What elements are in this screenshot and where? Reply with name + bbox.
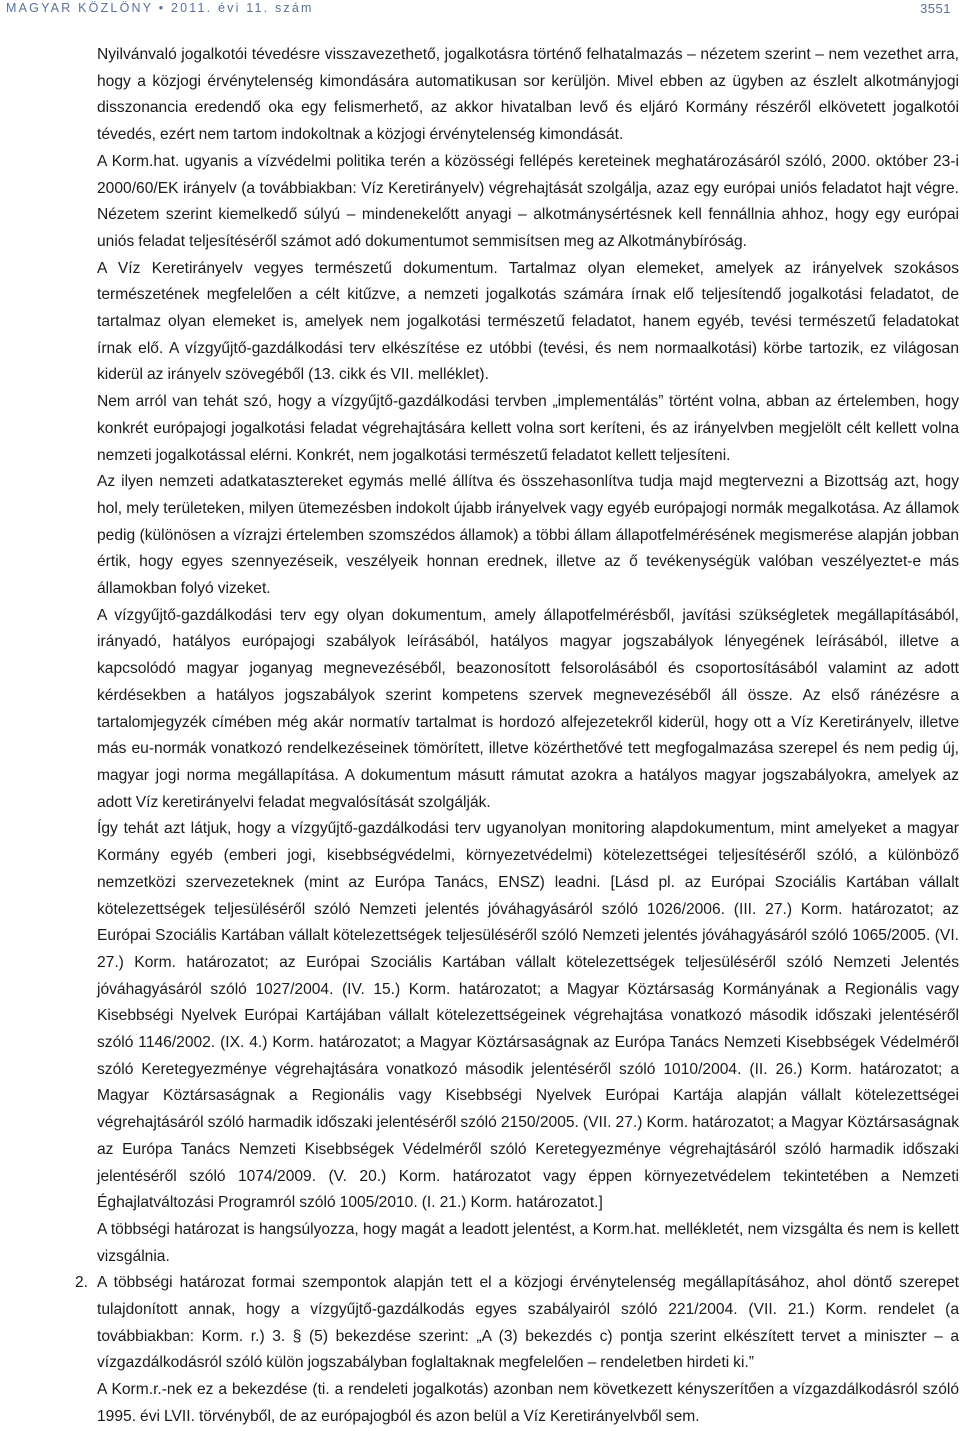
page-number: 3551 [920, 1, 951, 16]
journal-title: MAGYAR KÖZLÖNY • 2011. évi 11. szám [6, 1, 314, 15]
paragraph: Az ilyen nemzeti adatkatasztereket egymás mellé állítva és összehasonlítva tudja majd megtervezni a Bizottság azt, hogy hol, mely területeken, milyen ütemezésben indokolt újabb irányelvek vagy egyéb európajogi normák megalkotása. Az államok pedig (különösen a vízrajzi értelemben szomszédos államok) a többi állam állapotfelmérésének megismerése alapján jobban értik, hogy egyes szennyezéseik, veszélyeik honnan erednek, illetve az ő tevékenységük valóban veszélyeztet-e más államokban folyó vizeket. [97, 473, 959, 598]
paragraph: A Víz Keretirányelv vegyes természetű dokumentum. Tartalmaz olyan elemeket, amelyek az irányelvek szokásos természetének megfelelően a célt kitűzve, a nemzeti jogalkotás számára írnak elő teljesítendő jogalkotási feladatot, de tartalmaz olyan elemeket is, amelyek nem jogalkotási természetű feladatot, hanem egyéb, tevési természetű feladatokat írnak elő. A vízgyűjtő-gazdálkodási terv elkészítése ez utóbbi (tevési, és nem normaalkotási) körbe tartozik, ez világosan kiderül az irányelv szövegéből (13. cikk és VII. melléklet). [97, 259, 959, 384]
numbered-item-text: A többségi határozat formai szempontok alapján tett el a közjogi érvénytelenség megállapításához, ahol döntő szerepet tulajdonított annak, hogy a vízgyűjtő-gazdálkodás egyes szabályairól szóló 221/2004. (VII. 21.) Korm. rendelet (a továbbiakban: Korm. r.) 3. § (5) bekezdése szerint: „A (3) bekezdés c) pontja szerint elkészített tervet a miniszter – a vízgazdálkodásról szóló külön jogszabályban foglaltaknak megfelelően – rendeletben hirdeti ki.” [97, 1274, 959, 1372]
paragraph: A Korm.hat. ugyanis a vízvédelmi politika terén a közösségi fellépés kereteinek meghatározásáról szóló, 2000. október 23-i 2000/60/EK irányelv (a továbbiakban: Víz Keretirányelv) végrehajtását szolgálja, azaz egy európai uniós feladatot hajt végre. Nézetem szerint kiemelkedő súlyú – mindenekelőtt anyagi – alkotmánysértésnek kell fennállnia ahhoz, hogy egy európai uniós feladat teljesítéséről számot adó dokumentumot semmisítsen meg az Alkotmánybíróság. [97, 152, 959, 250]
paragraph: Így tehát azt látjuk, hogy a vízgyűjtő-gazdálkodási terv ugyanolyan monitoring alapdokumentum, mint amelyeket a magyar Kormány egyéb (emberi jogi, kisebbségvédelmi, környezetvédelmi) kötelezettségei teljesítéséről szóló, a különböző nemzetközi szervezeteknek (mint az Európa Tanács, ENSZ) leadni. [Lásd pl. az Európai Szociális Kartában vállalt kötelezettségek teljesüléséről szóló Nemzeti jelentés jóváhagyásáról szóló 1026/2006. (III. 27.) Korm. határozatot; az Európai Szociális Kartában vállalt kötelezettségek teljesüléséről szóló Nemzeti jelentés jóváhagyásáról szóló 1065/2005. (VI. 27.) Korm. határozatot; az Európai Szociális Kartában vállalt kötelezettségek teljesüléséről szóló Nemzeti Jelentés jóváhagyásáról szóló 1027/2004. (IV. 15.) Korm. határozatot; a Magyar Köztársaság Kormányának a Regionális vagy Kisebbségi Nyelvek Európai Kartájában vállalt kötelezettségeinek végrehajtása vonatkozó második időszaki jelentéséről szóló 1146/2002. (IX. 4.) Korm. határozatot; a Magyar Köztársaságnak az Európa Tanács Nemzeti Kisebbségek Védelméről szóló Keretegyezménye végrehajtására vonatkozó második jelentéséről szóló 1010/2004. (II. 26.) Korm. határozatot; a Magyar Köztársaságnak a Regionális vagy Kisebbségi Nyelvek Európai Kartája alapján vállalt kötelezettségei végrehajtásáról szóló harmadik időszaki jelentéséről szóló 2150/2005. (VII. 27.) Korm. határozatot; a Magyar Köztársaságnak az Európa Tanács Nemzeti Kisebbségek Védelméről szóló Keretegyezménye végrehajtásáról szóló harmadik időszaki jelentéséről szóló 1074/2009. (V. 20.) Korm. határozatot vagy éppen környezetvédelem tekintetében a Nemzeti Éghajlatváltozási Programról szóló 1005/2010. (I. 21.) Korm. határozatot.] [97, 820, 960, 1212]
paragraph: Nyilvánvaló jogalkotói tévedésre visszavezethető, jogalkotásra történő felhatalmazás – nézetem szerint – nem vezethet arra, hogy a közjogi érvénytelenség kimondására automatikusan sor kerüljön. Mivel ebben az ügyben az észlelt alkotmányjogi disszonancia eredendő oka egy felismerhető, az akkor hivatalban levő és eljáró Kormány részéről elkövetett jogalkotói tévedés, ezért nem tartom indokoltnak a közjogi érvénytelenség kimondását. [97, 46, 959, 144]
paragraph: A vízgyűjtő-gazdálkodási terv egy olyan dokumentum, amely állapotfelmérésből, javítási szükségletek megállapításából, irányadó, hatályos európajogi szabályok leírásából, hatályos magyar jogszabályok lényegének leírásából, illetve a kapcsolódó magyar joganyag megnevezéséből, beazonosított felsorolásából és csoportosításából valamint az adott kérdésekben a hatályos jogszabályok szerint kompetens szervek megnevezéséből áll össze. Az első ránézésre a tartalomjegyzék címében még akár normatív tartalmat is hordozó alfejezetekről kiderül, hogy ott a Víz Keretirányelv, illetve más eu-normák vonatkozó rendelkezéseinek tömörített, illetve közérthetővé tett megfogalmazása szerepel és nem pedig új, magyar jogi norma megállapítása. A dokumentum másutt rámutat azokra a hatályos magyar jogszabályokra, amelyek az adott Víz keretirányelvi feladat megvalósítását szolgálják. [97, 606, 959, 811]
paragraph: Nem arról van tehát szó, hogy a vízgyűjtő-gazdálkodási tervben „implementálás” történt volna, abban az értelemben, hogy konkrét európajogi jogalkotási feladat végrehajtására kellett volna sort keríteni, és az irányelvben megjelölt célt kellett volna nemzeti jogalkotással elérni. Konkrét, nem jogalkotási természetű feladatot kellett teljesíteni. [97, 393, 959, 464]
page-header [0, 0, 960, 22]
final-paragraph: A Korm.r.-nek ez a bekezdése (ti. a rendeleti jogalkotás) azonban nem következett kényszerítően a vízgazdálkodásról szóló 1995. évi LVII. törvényből, de az európajogból és azon belül a Víz Keretirányelvből sem. [97, 1381, 959, 1425]
document-body [75, 42, 960, 1431]
paragraph: A többségi határozat is hangsúlyozza, hogy magát a leadott jelentést, a Korm.hat. mellékletét, nem vizsgálta és nem is kellett vizsgálnia. [97, 1220, 959, 1265]
item-number: 2. [75, 1274, 89, 1292]
numbered-item [75, 1270, 959, 1377]
